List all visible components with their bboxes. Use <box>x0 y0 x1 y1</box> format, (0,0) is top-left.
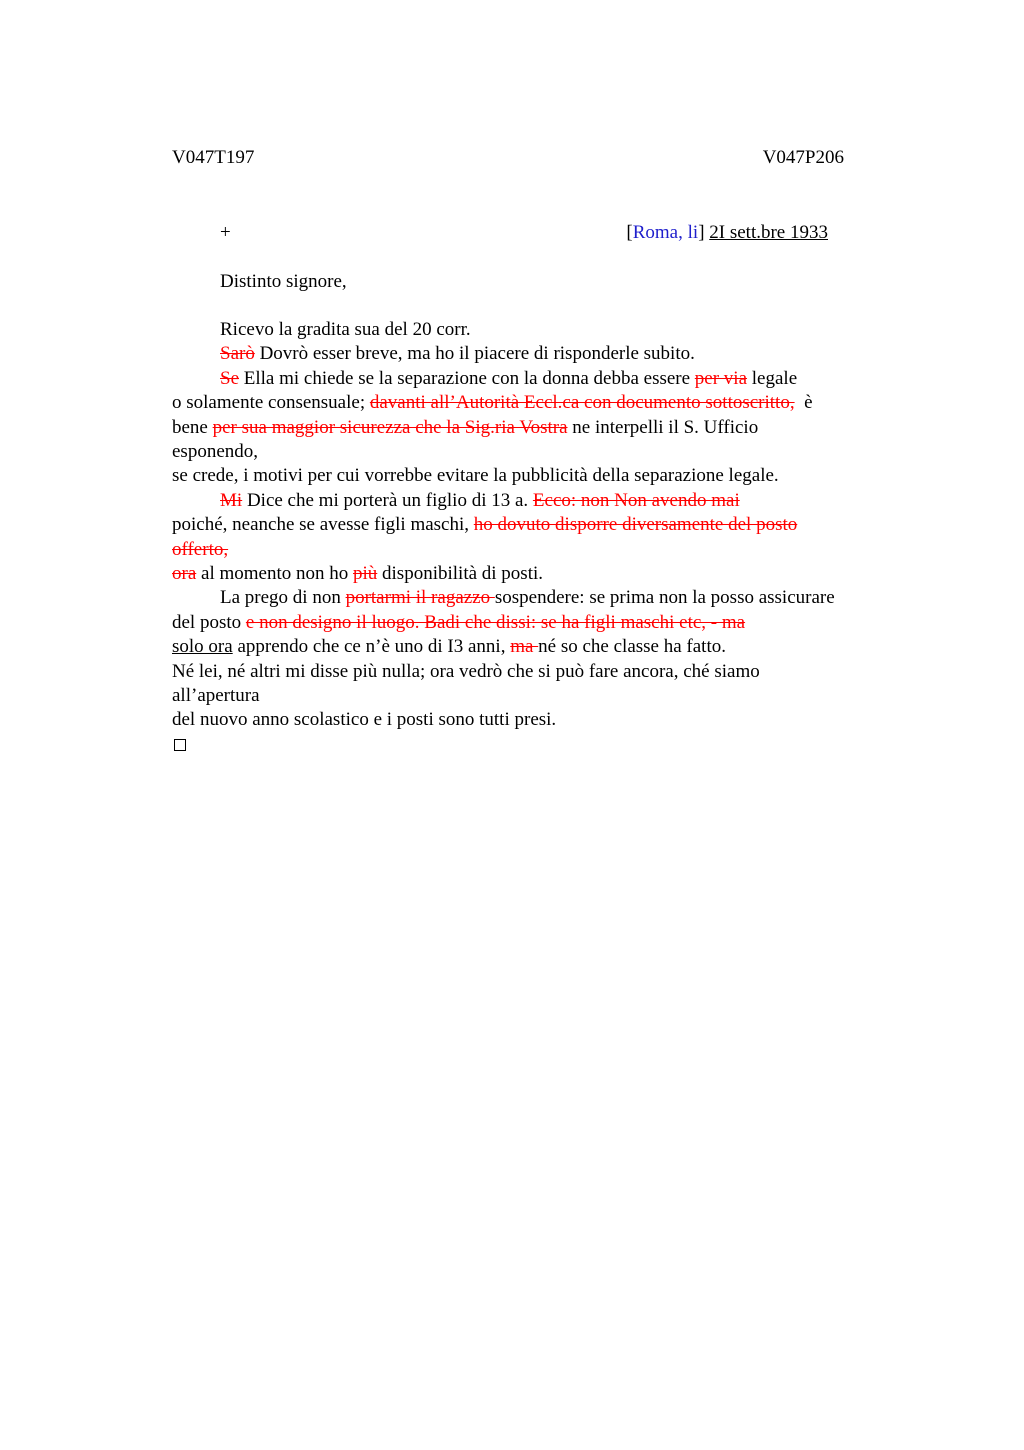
text-segment: al momento non ho <box>196 563 353 584</box>
body-line <box>220 586 835 610</box>
deleted-text: più <box>353 563 378 584</box>
text-segment: disponibilità di posti. <box>377 563 544 584</box>
body-line <box>172 464 779 488</box>
letter-date <box>626 221 828 245</box>
deleted-text: per via <box>694 367 748 389</box>
body-line <box>220 489 740 513</box>
body-line <box>172 538 228 562</box>
deleted-text: portarmi il ragazzo <box>345 587 495 609</box>
body-line <box>220 367 797 391</box>
deleted-text: ma <box>510 636 539 658</box>
deleted-text: e non designo il luogo. Badi che dissi: se ha figli maschi etc, - ma <box>245 611 746 633</box>
text-segment: bene <box>172 416 213 438</box>
date-bracket-open: [ <box>626 222 633 243</box>
end-square-icon <box>174 739 186 751</box>
body-line <box>172 611 745 635</box>
deleted-text: ho dovuto disporre diversamente del posto <box>473 514 798 536</box>
deleted-text: davanti all’Autorità Eccl.ca con documento sottoscritto, <box>369 392 795 414</box>
body-line <box>172 708 556 732</box>
date-bracket-close: ] <box>698 222 705 243</box>
deleted-text: Se <box>220 367 239 389</box>
text-segment: legale <box>747 367 798 389</box>
body-line <box>172 513 797 537</box>
text-segment: o solamente consensuale; <box>172 392 370 414</box>
header-right-code: V047P206 <box>762 147 844 168</box>
text-segment: esponendo, <box>172 441 259 462</box>
body-line <box>172 562 543 586</box>
deleted-text: offerto, <box>172 538 229 560</box>
body-line <box>172 684 260 708</box>
text-segment: Dice che mi porterà un figlio di 13 a. <box>242 489 533 511</box>
deleted-text: per sua maggior sicurezza che la Sig.ria Vostra <box>212 416 568 438</box>
text-segment: apprendo che ce n’è uno di I3 anni, <box>232 636 511 658</box>
body-line <box>172 416 758 440</box>
body-line <box>172 440 258 464</box>
text-segment: Dovrò esser breve, ma ho il piacere di risponderle subito. <box>254 343 695 365</box>
body-line <box>172 660 760 684</box>
text-segment: Né lei, né altri mi disse più nulla; ora vedrò che si può fare ancora, ché siamo <box>172 660 760 682</box>
salutation: Distinto signore, <box>220 271 347 292</box>
body-line <box>220 318 471 342</box>
text-segment: poiché, neanche se avesse figli maschi, <box>172 514 474 536</box>
text-segment: La prego di non <box>220 587 346 609</box>
deleted-text: ora <box>172 563 197 584</box>
deleted-text: Sarò <box>220 343 255 365</box>
body-line <box>172 391 813 415</box>
text-segment: ne interpelli il S. Ufficio <box>567 416 759 438</box>
text-segment: Ella mi chiede se la separazione con la donna debba essere <box>239 367 695 389</box>
text-segment: del nuovo anno scolastico e i posti sono tutti presi. <box>172 709 557 731</box>
text-segment: né so che classe ha fatto. <box>538 636 726 658</box>
deleted-text: Mi <box>220 489 243 511</box>
text-segment: del posto <box>172 611 246 633</box>
text-segment: è <box>794 392 813 414</box>
date-value: 2I sett.bre 1933 <box>709 222 828 243</box>
header-left-code: V047T197 <box>172 147 255 168</box>
cross-mark: + <box>220 222 231 243</box>
text-segment: se crede, i motivi per cui vorrebbe evitare la pubblicità della separazione legale. <box>172 465 779 487</box>
body-line <box>172 635 726 659</box>
underlined-text: solo ora <box>172 636 233 658</box>
text-segment: sospendere: se prima non la posso assicurare <box>494 587 835 609</box>
text-segment: Ricevo la gradita sua del 20 corr. <box>220 319 471 340</box>
text-segment: all’apertura <box>172 685 260 706</box>
deleted-text: Ecco: non Non avendo mai <box>532 489 740 511</box>
date-place: Roma, li <box>632 222 699 243</box>
body-line <box>220 342 695 366</box>
